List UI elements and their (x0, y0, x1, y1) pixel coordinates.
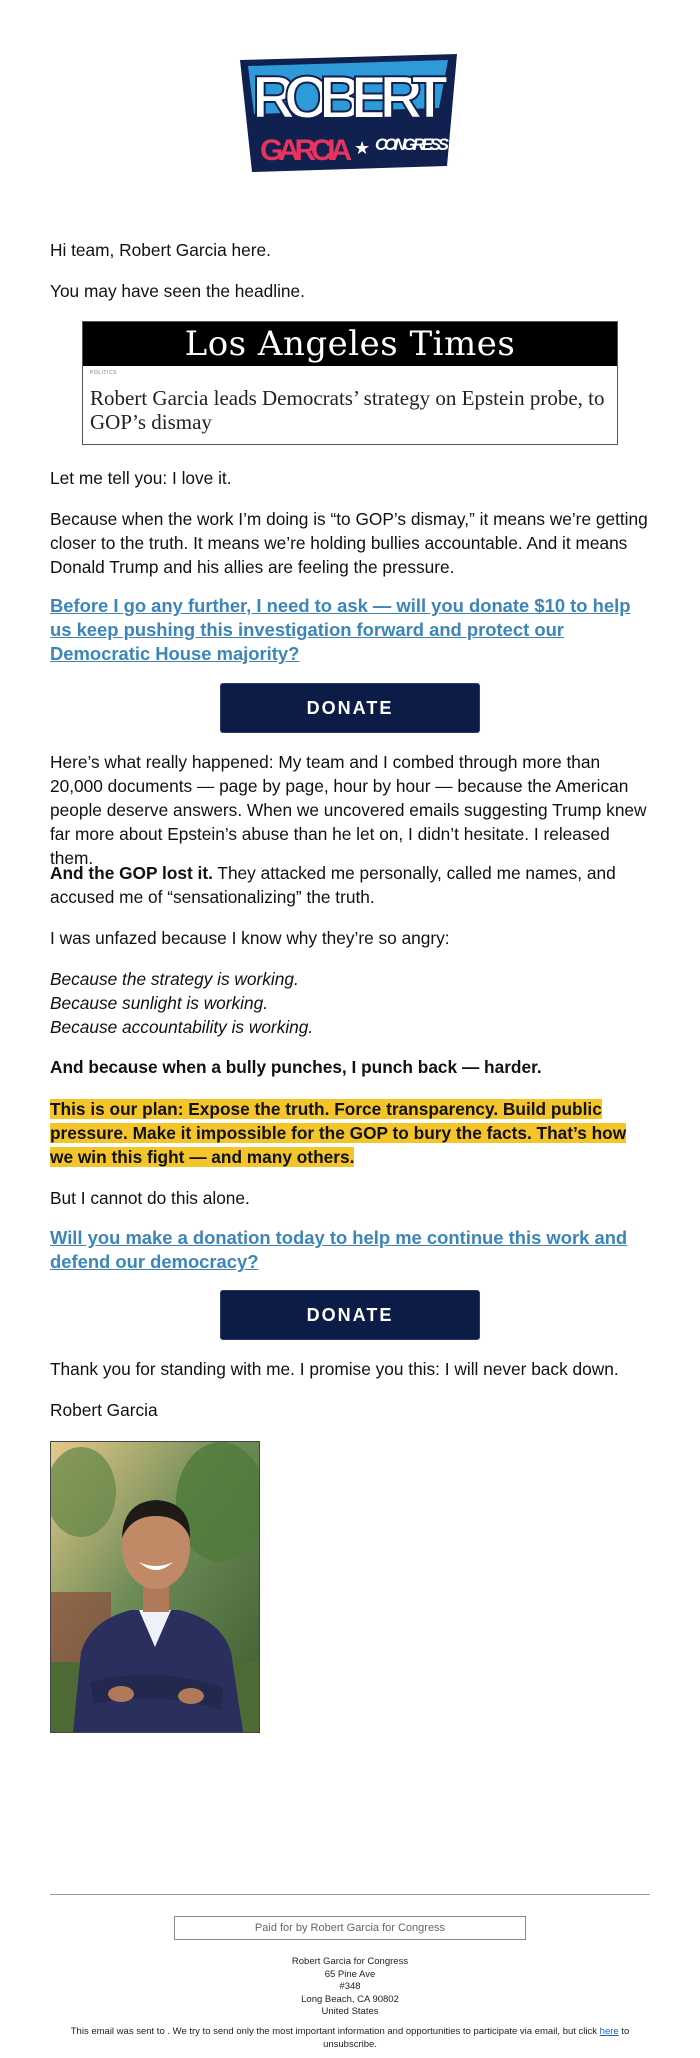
paid-for-box: Paid for by Robert Garcia for Congress (174, 1916, 526, 1940)
paragraph-gop (50, 861, 650, 909)
headline-intro: You may have seen the headline. (50, 281, 305, 301)
news-headline-card (82, 321, 618, 445)
paragraph-happened: Here’s what really happened: My team and I combed through more than 20,000 documents — page by page, hour by hour — because the American people deserve answers. When we uncovered emails suggesting Trump knew far more about Epstein’s abuse than he let on, I didn’t hesitate. I released them. (50, 752, 647, 868)
candidate-portrait-illustration (51, 1442, 259, 1732)
address-line: Robert Garcia for Congress (291, 1956, 409, 1967)
lat-masthead: Los Angeles Times (83, 322, 617, 366)
gop-lost-it: And the GOP lost it. (50, 863, 213, 883)
address-line: United States (321, 2006, 379, 2017)
campaign-logo (232, 48, 464, 178)
footer-notice (60, 2026, 640, 2051)
donate-link-1[interactable]: Before I go any further, I need to ask — will you donate $10 to help us keep pushing this investigation forward and protect our Democratic House majority? (50, 595, 631, 664)
donate-button-2[interactable]: DONATE (220, 1290, 480, 1340)
signature: Robert Garcia (50, 1400, 158, 1420)
italic-list (50, 967, 650, 1039)
donate-button-1[interactable]: DONATE (220, 683, 480, 733)
plan-highlight: This is our plan: Expose the truth. Force transparency. Build public pressure. Make it impossible for the GOP to bury the facts. That’s how we win this fight — and many others. (50, 1099, 627, 1167)
footer-divider (50, 1894, 650, 1895)
paragraph-thanks: Thank you for standing with me. I promise you this: I will never back down. (50, 1359, 619, 1379)
logo-line2a: GARCIA (260, 134, 352, 167)
greeting: Hi team, Robert Garcia here. (50, 240, 271, 260)
donate-link-2[interactable]: Will you make a donation today to help me continue this work and defend our democracy? (50, 1227, 628, 1272)
paragraph-bully: And because when a bully punches, I punch back — harder. (50, 1057, 542, 1077)
address-line: #348 (339, 1981, 361, 1992)
donate-ask-2 (50, 1226, 650, 1274)
italic-line: Because accountability is working. (50, 1017, 314, 1037)
paragraph-plan (50, 1097, 650, 1169)
logo-line2b: CONGRESS (375, 135, 449, 154)
notice-text-end: to unsubscribe. (323, 2026, 630, 2050)
paragraph-alone: But I cannot do this alone. (50, 1188, 250, 1208)
italic-line: Because the strategy is working. (50, 969, 299, 989)
unsubscribe-link[interactable]: here (599, 2026, 619, 2037)
gop-rest: They attacked me personally, called me names, and accused me of “sensationalizing” the truth. (50, 863, 616, 907)
logo-line1: ROBERT (252, 64, 448, 131)
donate-ask-1 (50, 594, 650, 666)
italic-line: Because sunlight is working. (50, 993, 269, 1013)
address-line: 65 Pine Ave (324, 1968, 376, 1980)
paragraph-because: Because when the work I’m doing is “to GOP’s dismay,” it means we’re getting closer to the truth. It means we’re holding bullies accountable. And it means Donald Trump and his allies are feeling the pressure. (50, 509, 648, 577)
paragraph-unfazed: I was unfazed because I know why they’re so angry: (50, 928, 450, 948)
candidate-photo (50, 1441, 260, 1733)
star-icon: ★ (354, 138, 371, 159)
lat-section: POLITICS (90, 370, 117, 376)
notice-text: This email was sent to . We try to send only the most important information and opportunities to participate via email, but click (70, 2026, 600, 2037)
lat-headline: Robert Garcia leads Democrats’ strategy on Epstein probe, to GOP’s dismay (90, 386, 605, 434)
paragraph-love: Let me tell you: I love it. (50, 468, 232, 488)
address-line: Long Beach, CA 90802 (301, 1993, 399, 2005)
